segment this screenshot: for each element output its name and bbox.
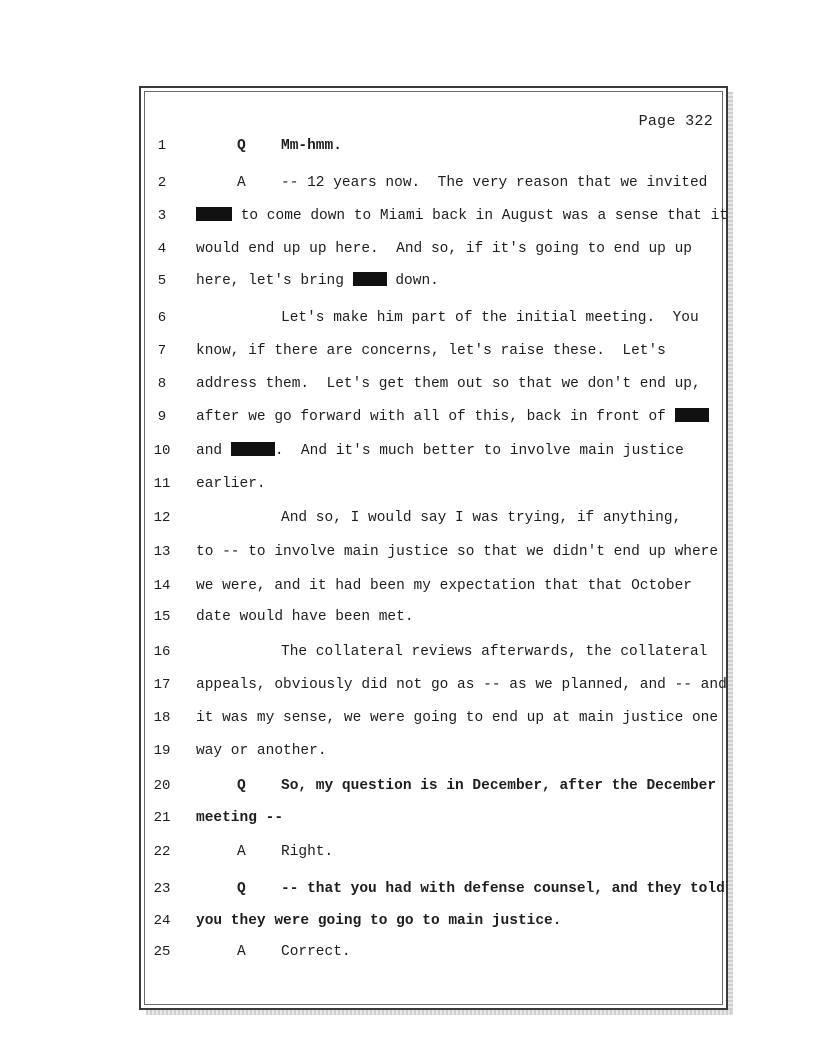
line-text: -- 12 years now. The very reason that we invited xyxy=(281,175,708,191)
line-number: 14 xyxy=(153,578,171,594)
line-text: would end up up here. And so, if it's going to end up up xyxy=(196,241,692,257)
speaker-label: A xyxy=(237,944,246,960)
line-text: address them. Let's get them out so that we don't end up, xyxy=(196,376,701,392)
line-text-after-redaction: down. xyxy=(386,273,439,289)
line-number: 20 xyxy=(153,778,171,794)
transcript-line xyxy=(0,909,816,933)
line-text: we were, and it had been my expectation that that October xyxy=(196,578,692,594)
line-text-after-redaction: to come down to Miami back in August was a sense that it xyxy=(232,208,728,224)
line-text: The collateral reviews afterwards, the collateral xyxy=(281,644,708,660)
line-text-before-redaction: after we go forward with all of this, back in front of xyxy=(196,409,675,425)
line-number: 1 xyxy=(157,138,167,154)
line-number: 23 xyxy=(153,881,171,897)
line-number: 19 xyxy=(153,743,171,759)
speaker-label: A xyxy=(237,175,246,191)
speaker-label: A xyxy=(237,844,246,860)
line-number: 9 xyxy=(157,409,167,425)
transcript-line xyxy=(0,574,816,598)
transcript-line xyxy=(0,204,816,228)
speaker-label: Q xyxy=(237,778,246,794)
transcript-line xyxy=(0,405,816,429)
line-number: 8 xyxy=(157,376,167,392)
transcript-line xyxy=(0,640,816,664)
line-number: 11 xyxy=(153,476,171,492)
transcript-line xyxy=(0,237,816,261)
speaker-label: Q xyxy=(237,881,246,897)
transcript-line xyxy=(0,134,816,158)
line-text-before-redaction: here, let's bring xyxy=(196,273,353,289)
speaker-label: Q xyxy=(237,138,246,154)
line-number: 15 xyxy=(153,609,171,625)
line-text: you they were going to go to main justice. xyxy=(196,913,562,929)
line-text xyxy=(196,439,684,463)
transcript-line xyxy=(0,472,816,496)
transcript-line xyxy=(0,877,816,901)
line-number: 7 xyxy=(157,343,167,359)
redaction-bar xyxy=(353,272,387,286)
transcript-line xyxy=(0,706,816,730)
transcript-line xyxy=(0,605,816,629)
line-text: date would have been met. xyxy=(196,609,414,625)
line-text: -- that you had with defense counsel, and they told xyxy=(281,881,725,897)
line-number: 5 xyxy=(157,273,167,289)
transcript-line xyxy=(0,940,816,964)
line-number: 25 xyxy=(153,944,171,960)
page-number: Page 322 xyxy=(638,113,713,130)
line-text xyxy=(196,269,439,293)
transcript-line xyxy=(0,540,816,564)
transcript-line xyxy=(0,439,816,463)
line-text: way or another. xyxy=(196,743,327,759)
line-text xyxy=(196,204,728,228)
line-text: appeals, obviously did not go as -- as we planned, and -- and xyxy=(196,677,727,693)
line-number: 12 xyxy=(153,510,171,526)
line-number: 16 xyxy=(153,644,171,660)
redaction-bar xyxy=(231,442,275,456)
line-number: 6 xyxy=(157,310,167,326)
transcript-line xyxy=(0,840,816,864)
line-text-after-redaction: . And it's much better to involve main justice xyxy=(274,443,684,459)
line-text: Right. xyxy=(281,844,334,860)
transcript-line xyxy=(0,372,816,396)
line-text: to -- to involve main justice so that we didn't end up where xyxy=(196,544,719,560)
line-text: Mm-hmm. xyxy=(281,138,342,154)
line-text: Correct. xyxy=(281,944,351,960)
line-number: 3 xyxy=(157,208,167,224)
line-number: 24 xyxy=(153,913,171,929)
line-text: So, my question is in December, after the December xyxy=(281,778,717,794)
transcript-line xyxy=(0,673,816,697)
transcript-line xyxy=(0,269,816,293)
line-number: 2 xyxy=(157,175,167,191)
transcript-line xyxy=(0,506,816,530)
line-number: 21 xyxy=(153,810,171,826)
line-text: earlier. xyxy=(196,476,266,492)
line-text: Let's make him part of the initial meeting. You xyxy=(281,310,699,326)
transcript-line xyxy=(0,739,816,763)
transcript-line xyxy=(0,306,816,330)
line-text: meeting -- xyxy=(196,810,284,826)
page-border-shadow-bottom xyxy=(146,1010,732,1015)
redaction-bar xyxy=(196,207,232,221)
line-number: 10 xyxy=(153,443,171,459)
line-number: 17 xyxy=(153,677,171,693)
transcript-line xyxy=(0,806,816,830)
transcript-line xyxy=(0,171,816,195)
transcript-line xyxy=(0,339,816,363)
line-number: 22 xyxy=(153,844,171,860)
line-text xyxy=(196,405,709,429)
line-text: know, if there are concerns, let's raise these. Let's xyxy=(196,343,666,359)
line-text: And so, I would say I was trying, if anything, xyxy=(281,510,682,526)
line-number: 18 xyxy=(153,710,171,726)
transcript-line xyxy=(0,774,816,798)
line-text: it was my sense, we were going to end up at main justice one xyxy=(196,710,719,726)
line-number: 13 xyxy=(153,544,171,560)
line-text-before-redaction: and xyxy=(196,443,231,459)
line-number: 4 xyxy=(157,241,167,257)
redaction-bar xyxy=(675,408,709,422)
